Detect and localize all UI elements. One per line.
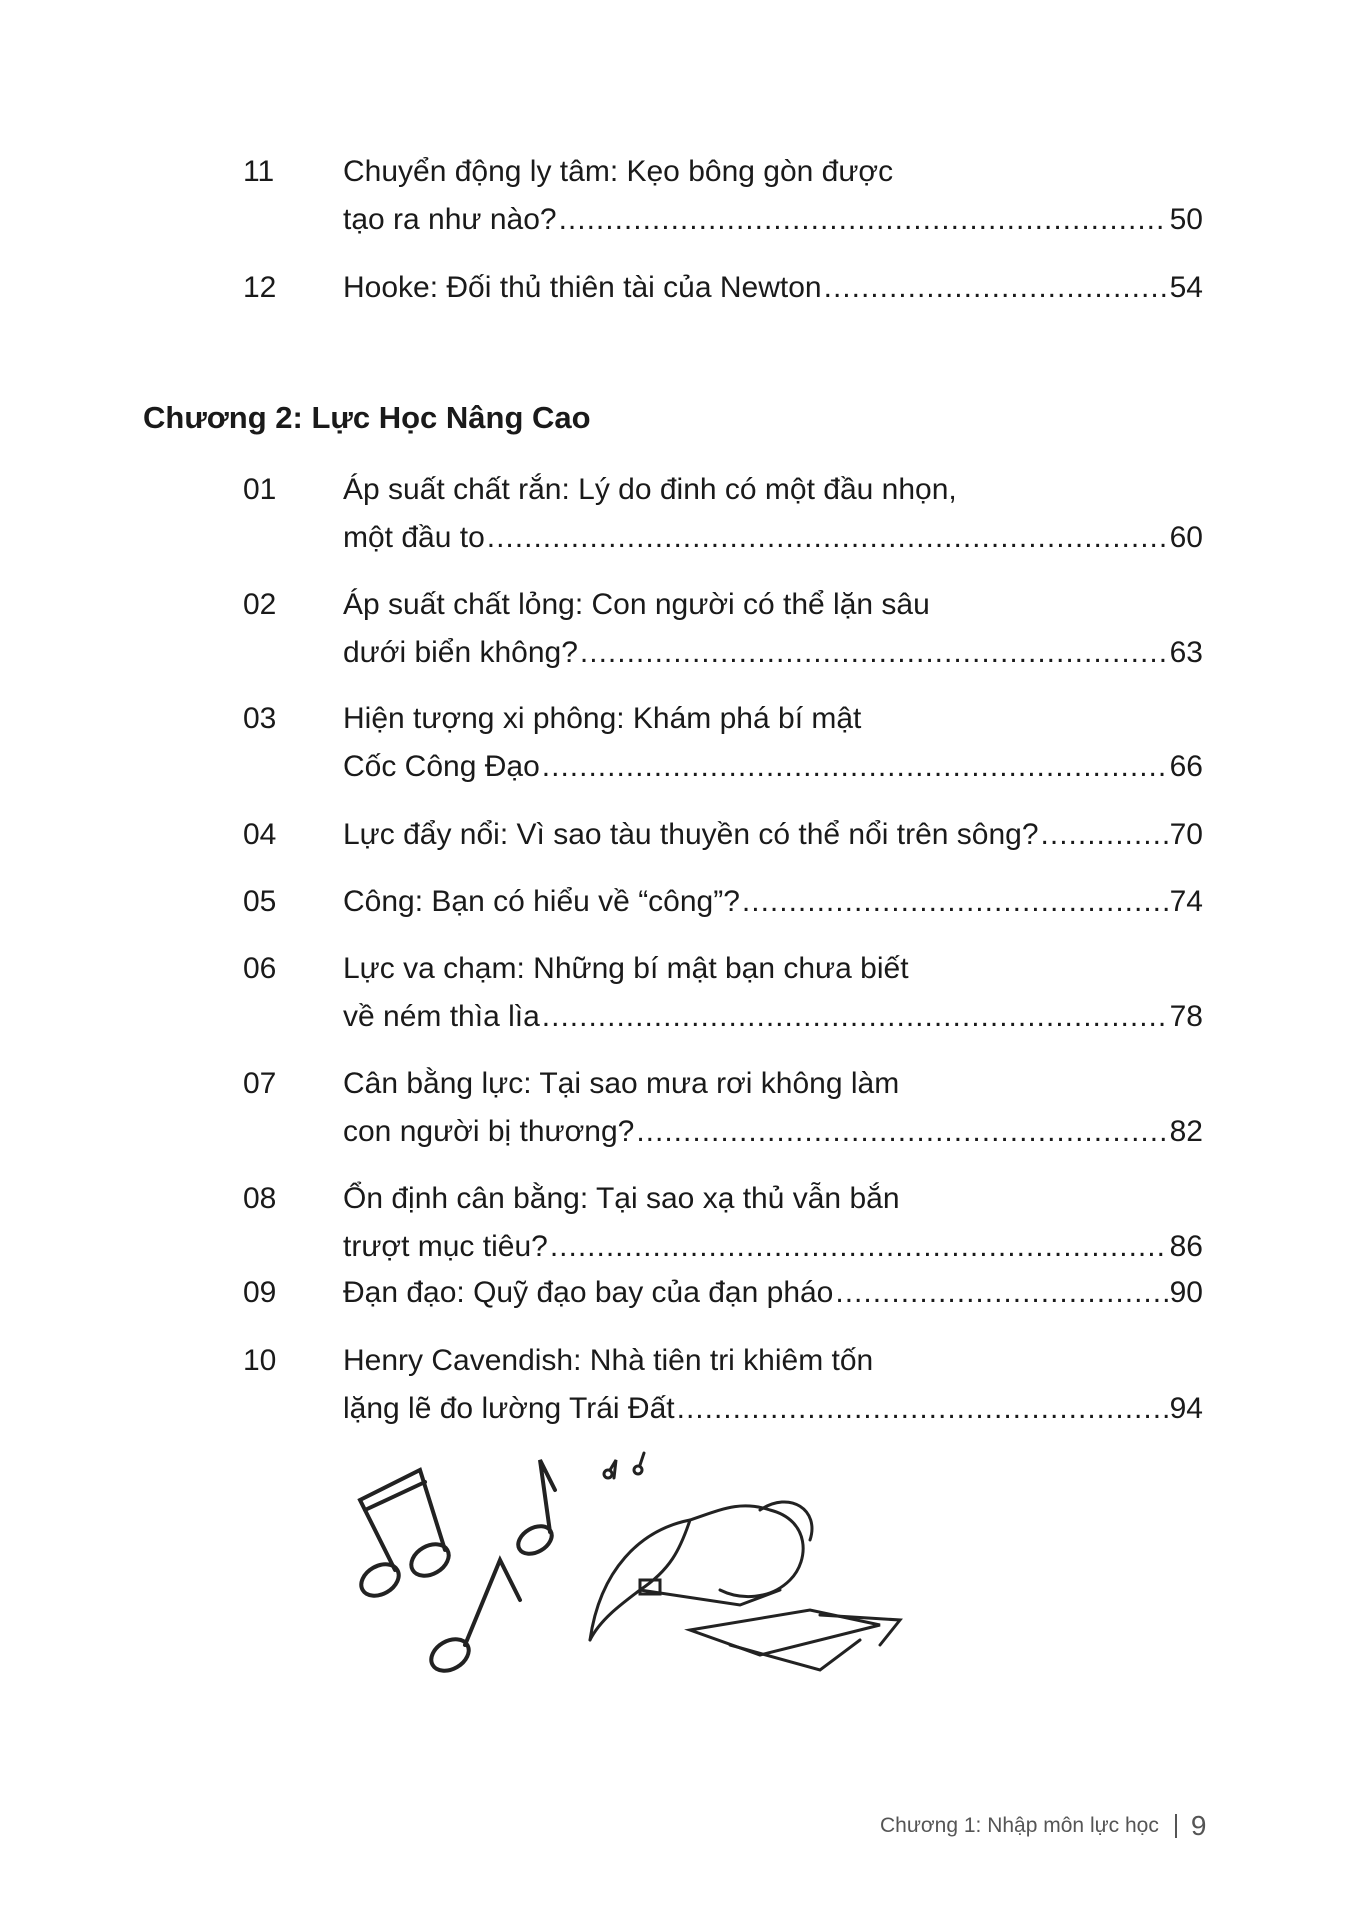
dot-leader [580, 629, 1168, 677]
toc-entry[interactable] [243, 1060, 1203, 1156]
entry-line [343, 1337, 1203, 1385]
entry-title: trượt mục tiêu? [343, 1230, 548, 1263]
entry-title: Henry Cavendish: Nhà tiên tri khiêm tốn [343, 1344, 874, 1377]
entry-title: con người bị thương? [343, 1115, 635, 1148]
entry-line [343, 993, 1203, 1041]
dot-leader [559, 196, 1168, 244]
entry-line [343, 695, 1203, 743]
entry-page: 54 [1169, 271, 1203, 304]
entry-number: 10 [243, 1344, 277, 1377]
entry-number: 09 [243, 1276, 277, 1309]
footer-divider [1175, 1814, 1177, 1838]
entry-title: Lực va chạm: Những bí mật bạn chưa biết [343, 952, 909, 985]
music-notes-icon [356, 1460, 557, 1677]
entry-line [343, 1269, 1203, 1317]
entry-page: 82 [1169, 1115, 1203, 1148]
entry-title: về ném thìa lìa [343, 1000, 540, 1033]
dot-leader [1041, 811, 1168, 859]
dot-leader [824, 264, 1168, 312]
entry-line [343, 811, 1203, 859]
entry-line [343, 945, 1203, 993]
entry-title: lặng lẽ đo lường Trái Đất [343, 1392, 675, 1425]
entry-page: 66 [1169, 750, 1203, 783]
page-number: 9 [1190, 1810, 1207, 1841]
entry-title: Đạn đạo: Quỹ đạo bay của đạn pháo [343, 1276, 834, 1309]
illustration-sleeping-student-music [340, 1440, 960, 1690]
toc-entry[interactable] [243, 878, 1203, 926]
entry-line [343, 1060, 1203, 1108]
entry-title: Ổn định cân bằng: Tại sao xạ thủ vẫn bắn [343, 1182, 900, 1215]
dot-leader [835, 1269, 1167, 1317]
entry-page: 78 [1169, 1000, 1203, 1033]
entry-number: 05 [243, 885, 277, 918]
entry-number: 11 [243, 155, 275, 188]
entry-title: Hiện tượng xi phông: Khám phá bí mật [343, 702, 862, 735]
entry-page: 90 [1169, 1276, 1203, 1309]
entry-page: 86 [1169, 1230, 1203, 1263]
entry-title: dưới biển không? [343, 636, 578, 669]
entry-number: 04 [243, 818, 277, 851]
entry-title: Lực đẩy nổi: Vì sao tàu thuyền có thể nổi trên sông? [343, 818, 1039, 851]
entry-line [343, 1223, 1203, 1271]
entry-line [343, 581, 1203, 629]
toc-entry[interactable] [243, 1269, 1203, 1317]
toc-entry[interactable] [243, 264, 1203, 312]
entry-page: 74 [1169, 885, 1203, 918]
running-title: Chương 1: Nhập môn lực học [880, 1814, 1159, 1837]
entry-line [343, 743, 1203, 791]
entry-line [343, 196, 1203, 244]
entry-title: tạo ra như nào? [343, 203, 557, 236]
entry-number: 08 [243, 1182, 277, 1215]
entry-line [343, 514, 1203, 562]
entry-number: 01 [243, 473, 277, 506]
entry-title: Áp suất chất rắn: Lý do đinh có một đầu nhọn, [343, 473, 957, 506]
sleeping-student-icon [590, 1453, 900, 1670]
page-footer [880, 1810, 1206, 1842]
entry-title: Hooke: Đối thủ thiên tài của Newton [343, 271, 822, 304]
toc-entry[interactable] [243, 1175, 1203, 1271]
entry-number: 12 [243, 271, 277, 304]
dot-leader [542, 743, 1168, 791]
toc-entry[interactable] [243, 945, 1203, 1041]
entry-title: Chuyển động ly tâm: Kẹo bông gòn được [343, 155, 894, 188]
entry-page: 70 [1169, 818, 1203, 851]
entry-title: Cốc Công Đạo [343, 750, 540, 783]
entry-page: 63 [1169, 636, 1203, 669]
toc-entry[interactable] [243, 695, 1203, 791]
toc-entry[interactable] [243, 466, 1203, 562]
entry-page: 50 [1169, 203, 1203, 236]
dot-leader [487, 514, 1168, 562]
entry-number: 06 [243, 952, 277, 985]
entry-page: 60 [1169, 521, 1203, 554]
toc-entry[interactable] [243, 581, 1203, 677]
entry-title: Áp suất chất lỏng: Con người có thể lặn sâu [343, 588, 930, 621]
entry-page: 94 [1169, 1392, 1203, 1425]
entry-line [343, 148, 1203, 196]
dot-leader [742, 878, 1168, 926]
dot-leader [636, 1108, 1167, 1156]
entry-title: Cân bằng lực: Tại sao mưa rơi không làm [343, 1067, 900, 1100]
entry-number: 03 [243, 702, 277, 735]
entry-number: 02 [243, 588, 277, 621]
dot-leader [542, 993, 1168, 1041]
entry-line [343, 1385, 1203, 1433]
entry-number: 07 [243, 1067, 277, 1100]
chapter-heading: Chương 2: Lực Học Nâng Cao [143, 400, 591, 435]
entry-line [343, 1108, 1203, 1156]
entry-line [343, 1175, 1203, 1223]
dot-leader [550, 1223, 1168, 1271]
entry-title: một đầu to [343, 521, 485, 554]
entry-title: Công: Bạn có hiểu về “công”? [343, 885, 740, 918]
entry-line [343, 264, 1203, 312]
entry-line [343, 878, 1203, 926]
toc-entry[interactable] [243, 811, 1203, 859]
toc-entry[interactable] [243, 148, 1203, 244]
entry-line [343, 629, 1203, 677]
dot-leader [677, 1385, 1168, 1433]
toc-entry[interactable] [243, 1337, 1203, 1433]
entry-line [343, 466, 1203, 514]
